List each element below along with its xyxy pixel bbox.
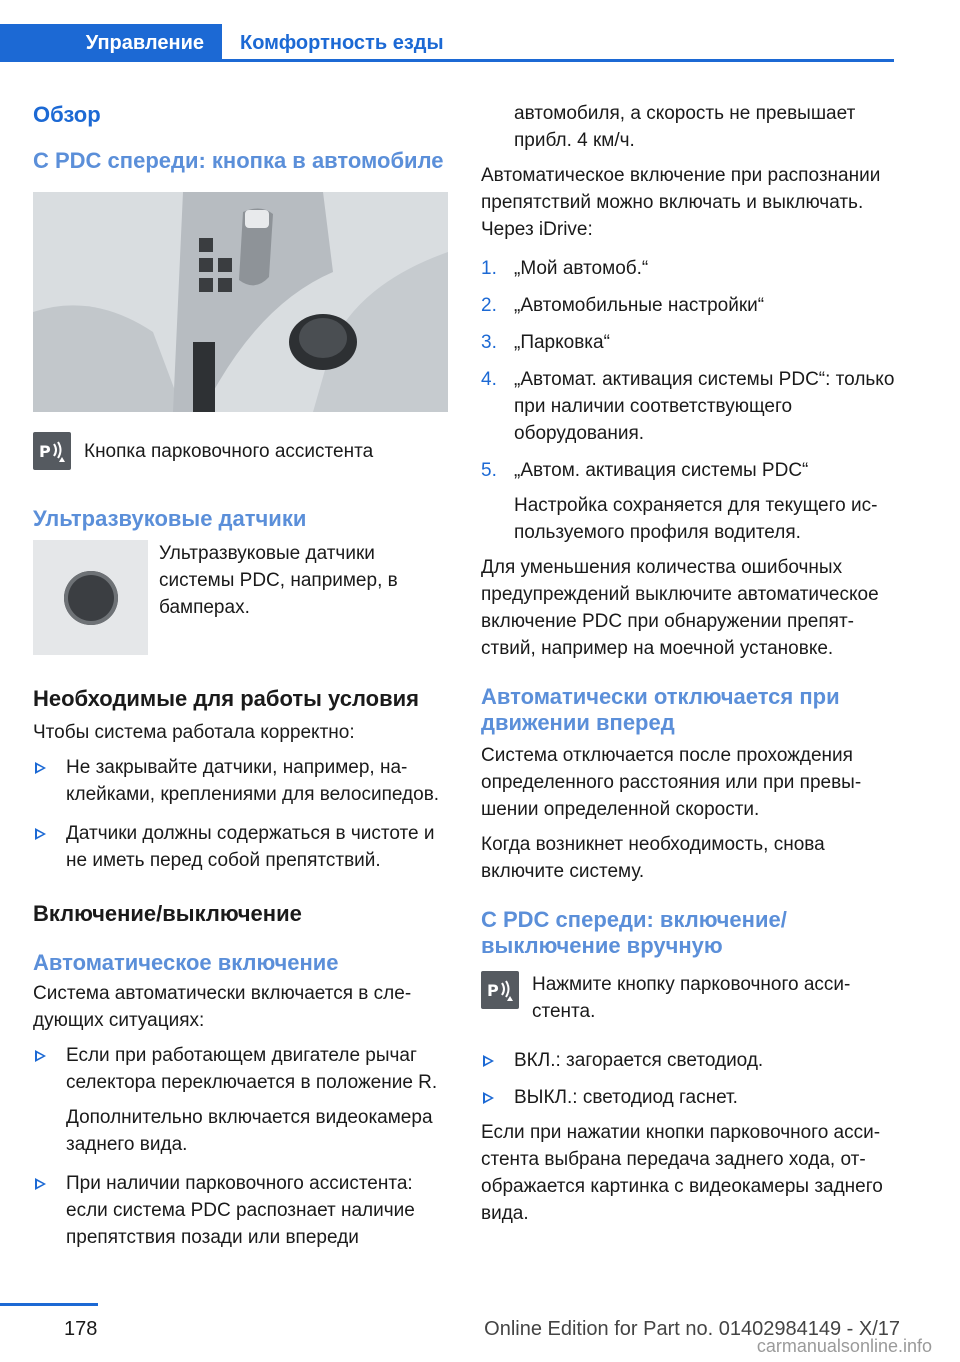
right-column: [481, 100, 901, 1227]
list-item: 5. „Автом. активация системы PDC“ Настройка сохраняется для текущего ис-пользуемого профиля водителя.: [481, 457, 901, 546]
manual-heading: С PDC спереди: включение/ выключение вручную: [481, 907, 787, 958]
bullet-icon: [35, 762, 46, 774]
auto-on-heading: Автоматическое включение: [33, 950, 339, 975]
overview-heading: Обзор: [33, 102, 101, 127]
console-photo: [33, 192, 448, 412]
section-tab: Комфортность езды: [240, 31, 444, 54]
edition-text: Online Edition for Part no. 01402984149 - X/17: [484, 1318, 900, 1340]
bullet-icon: [35, 1050, 46, 1062]
pdc-button-caption: Кнопка парковочного ассистента: [84, 440, 374, 462]
auto-off-text-2: Когда возникнет необходимость, снова включите систему.: [481, 834, 825, 882]
list-item: Не закрывайте датчики, например, на-клейками, креплениями для велосипедов.: [33, 754, 448, 808]
list-item: 2. „Автомобильные настройки“: [481, 295, 765, 316]
header-divider: [222, 59, 894, 62]
list-item: Датчики должны содержаться в чистоте и не иметь перед собой препятствий.: [33, 820, 448, 874]
list-item: 1. „Мой автомоб.“: [481, 258, 649, 279]
auto-on-list: [33, 1042, 448, 1251]
pdc-button-icon: [33, 432, 71, 470]
auto-off-heading: Автоматически отключается при движении вперед: [481, 684, 840, 735]
conditions-heading: Необходимые для работы условия: [33, 686, 419, 711]
footer-divider: [0, 1303, 98, 1306]
onoff-heading: Включение/выключение: [33, 901, 302, 926]
conditions-list: [33, 754, 448, 874]
watermark: carmanualsonline.info: [756, 1336, 932, 1356]
svg-text:P: P: [487, 981, 499, 1000]
list-item: Если при работающем двигателе рычаг селектора переключается в положение R. Дополнительно включается видеокамера заднего вида.: [33, 1042, 448, 1158]
list-item: ВКЛ.: загорается светодиод.: [481, 1047, 901, 1074]
reverse-text: Если при нажатии кнопки парковочного асси-стента выбрана передача заднего хода, от-ображается картинка с видеокамеры заднего вида.: [481, 1122, 883, 1224]
sensors-text: Ультразвуковые датчики системы PDC, например, в бамперах.: [159, 543, 398, 618]
reduce-warnings-text: Для уменьшения количества ошибочных предупреждений выключите автоматическое включение PDC при обнаружении препят-ствий, например на моечной установке.: [481, 557, 879, 659]
auto-on-extra: Дополнительно включается видеокамера заднего вида.: [66, 1107, 433, 1155]
chapter-tab: Управление: [0, 24, 222, 62]
conditions-intro: Чтобы система работала корректно:: [33, 722, 355, 743]
bullet-icon: [483, 1055, 494, 1067]
auto-on-intro: Система автоматически включается в сле-дующих ситуациях:: [33, 983, 412, 1031]
page-number: 178: [64, 1318, 98, 1340]
list-item: 4. „Автомат. активация системы PDC“: только при наличии соответствующего оборудования.: [481, 369, 895, 444]
idrive-steps: [481, 255, 901, 546]
sensors-heading: Ультразвуковые датчики: [33, 506, 307, 531]
bullet-icon: [483, 1092, 494, 1104]
pdc-caption-row: [33, 432, 448, 470]
manual-text: Нажмите кнопку парковочного асси-стента.: [532, 974, 851, 1022]
console-illustration: [33, 192, 448, 412]
list-item: При наличии парковочного ассистента: если система PDC распознает наличие препятствия позади или впереди: [33, 1170, 448, 1251]
idrive-intro: Автоматическое включение при распознании препятствий можно включать и выключать. Через iDrive:: [481, 165, 881, 240]
pdc-button-icon: [481, 971, 519, 1009]
left-column: [33, 92, 448, 1251]
auto-off-text-1: Система отключается после прохождения определенного расстояния или при превы-шении определенной скорости.: [481, 745, 862, 820]
manual-list: [481, 1047, 901, 1111]
step5-note: Настройка сохраняется для текущего ис-пользуемого профиля водителя.: [514, 495, 878, 543]
bullet-icon: [35, 828, 46, 840]
list-item: 3. „Парковка“: [481, 332, 610, 353]
sensors-row: [33, 540, 448, 655]
sensor-disc-icon: [64, 571, 118, 625]
continuation-text: автомобиля, а скорость не превышает прибл. 4 км/ч.: [514, 103, 856, 151]
list-item: ВЫКЛ.: светодиод гаснет.: [481, 1084, 901, 1111]
pdc-button-heading: С PDC спереди: кнопка в автомобиле: [33, 148, 444, 173]
svg-text:P: P: [39, 442, 51, 461]
bullet-icon: [35, 1178, 46, 1190]
sensor-photo: [33, 540, 148, 655]
manual-row: [481, 971, 901, 1025]
